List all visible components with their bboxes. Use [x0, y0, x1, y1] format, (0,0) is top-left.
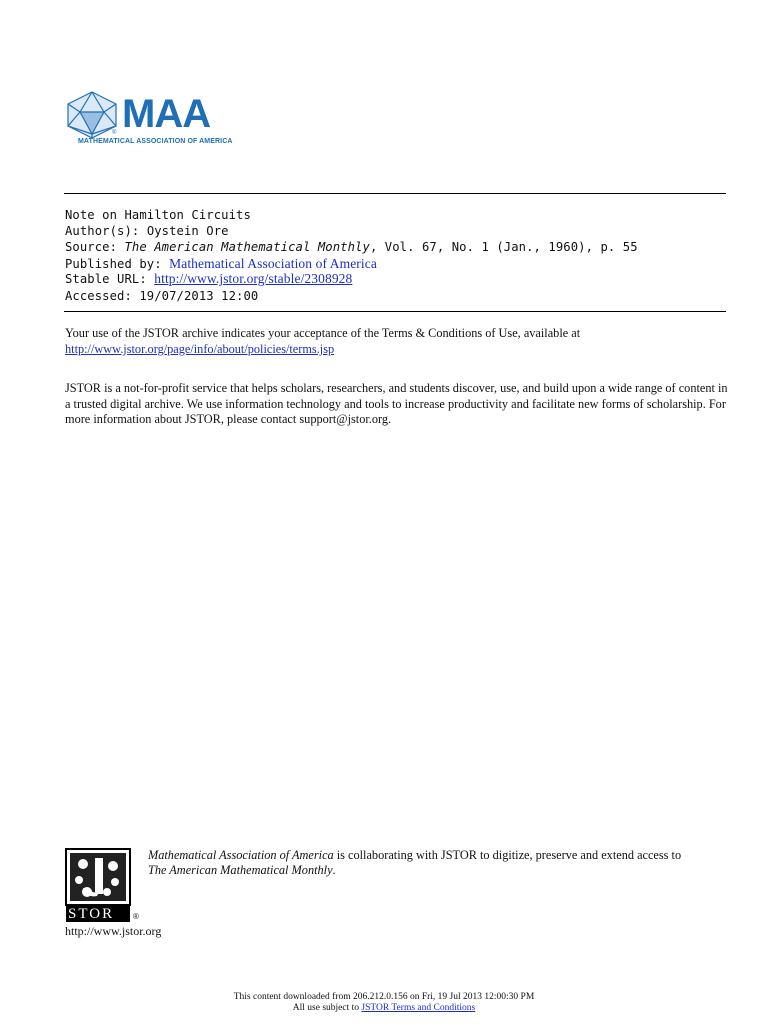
published-label: Published by:: [65, 257, 170, 271]
middle-divider: [64, 311, 726, 312]
authors-line: [65, 224, 229, 239]
top-divider: [64, 193, 726, 194]
publisher-line: [65, 256, 377, 272]
stable-url-link[interactable]: http://www.jstor.org/stable/2308928: [154, 271, 353, 286]
source-line: [65, 240, 638, 255]
maa-logo-letters: MAA: [122, 92, 211, 136]
publisher-link[interactable]: Mathematical Association of America: [169, 256, 377, 271]
collab-statement: is collaborating with JSTOR to digitize, preserve and extend access to: [333, 848, 682, 862]
source-label: Source:: [65, 240, 125, 254]
accessed-label: Accessed:: [65, 289, 140, 303]
collab-org: Mathematical Association of America: [148, 848, 334, 862]
collab-end: .: [332, 863, 336, 877]
authors-value: Oystein Ore: [146, 224, 229, 238]
source-details: , Vol. 67, No. 1 (Jan., 1960), p. 55: [369, 240, 638, 254]
article-title-line: [65, 208, 251, 223]
terms-text: Your use of the JSTOR archive indicates your acceptance of the Terms & Conditions of Use, available at: [65, 326, 581, 340]
accessed-value: 19/07/2013 12:00: [139, 289, 259, 303]
jstor-logo: [65, 848, 145, 924]
jstor-home-link[interactable]: http://www.jstor.org: [65, 924, 162, 938]
jstor-registered-mark: ®: [133, 912, 139, 921]
jstor-logo-text: STOR: [68, 906, 115, 922]
article-title: Note on Hamilton Circuits: [65, 208, 251, 222]
terms-link[interactable]: http://www.jstor.org/page/info/about/policies/terms.jsp: [65, 341, 335, 356]
maa-logo: [64, 90, 233, 152]
maa-registered-mark: ®: [112, 130, 117, 136]
collaboration-text: [148, 848, 738, 878]
stable-url-line: [65, 271, 352, 287]
terms-notice-prefix: All use subject to: [292, 1003, 362, 1013]
collab-journal: The American Mathematical Monthly: [148, 863, 333, 877]
jstor-terms-link[interactable]: JSTOR Terms and Conditions: [361, 1003, 476, 1013]
accessed-line: [65, 289, 258, 304]
download-notice: This content downloaded from 206.212.0.156 on Fri, 19 Jul 2013 12:00:30 PM: [233, 992, 535, 1002]
about-paragraph: JSTOR is a not-for-profit service that helps scholars, researchers, and students discover, use, and build upon a wide range of content in a trusted digital archive. We use information technology and tools to increase productivity and facilitate new forms of scholarship. For more information about JSTOR, please contact support@jstor.org.: [65, 381, 728, 427]
source-journal: The American Mathematical Monthly: [124, 240, 370, 254]
stable-url-label: Stable URL:: [65, 272, 155, 286]
authors-label: Author(s):: [65, 224, 147, 238]
maa-logo-subtitle: MATHEMATICAL ASSOCIATION OF AMERICA: [78, 138, 233, 145]
terms-notice: [0, 1003, 768, 1014]
terms-paragraph: [65, 326, 735, 357]
